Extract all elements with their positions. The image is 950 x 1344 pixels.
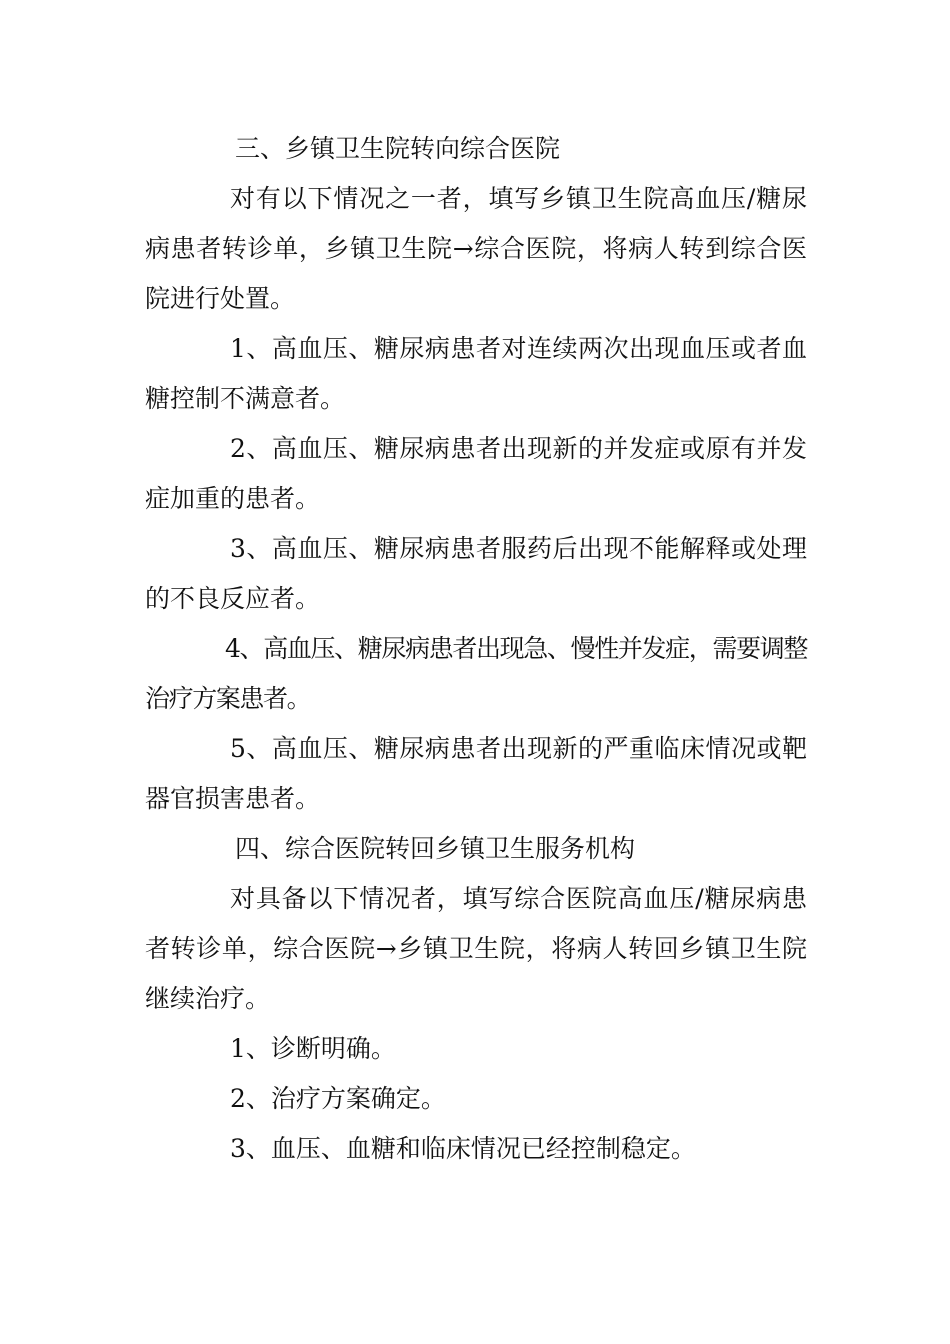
section-heading-three: 三、乡镇卫生院转向综合医院 xyxy=(235,134,561,163)
list-item-return-2: 2、治疗方案确定。 xyxy=(230,1084,446,1113)
list-item-return-3: 3、血压、血糖和临床情况已经控制稳定。 xyxy=(230,1134,696,1163)
paragraph-referral-back: 对具备以下情况者，填写综合医院高血压/糖尿病患者转诊单，综合医院→乡镇卫生院，将病人转回乡镇卫生院继续治疗。 xyxy=(145,884,807,1013)
paragraph-referral-to-hospital: 对有以下情况之一者，填写乡镇卫生院高血压/糖尿病患者转诊单，乡镇卫生院→综合医院，将病人转到综合医院进行处置。 xyxy=(145,184,807,313)
section-heading-four: 四、综合医院转回乡镇卫生服务机构 xyxy=(235,834,636,863)
list-item-1: 1、高血压、糖尿病患者对连续两次出现血压或者血糖控制不满意者。 xyxy=(145,334,807,413)
list-item-return-1: 1、诊断明确。 xyxy=(230,1034,396,1063)
list-item-3: 3、高血压、糖尿病患者服药后出现不能解释或处理的不良反应者。 xyxy=(145,534,807,613)
document-body xyxy=(145,124,807,1174)
list-item-4: 4、高血压、糖尿病患者出现急、慢性并发症，需要调整治疗方案患者。 xyxy=(145,634,807,713)
list-item-5: 5、高血压、糖尿病患者出现新的严重临床情况或靶器官损害患者。 xyxy=(145,734,807,813)
list-item-2: 2、高血压、糖尿病患者出现新的并发症或原有并发症加重的患者。 xyxy=(145,434,807,513)
